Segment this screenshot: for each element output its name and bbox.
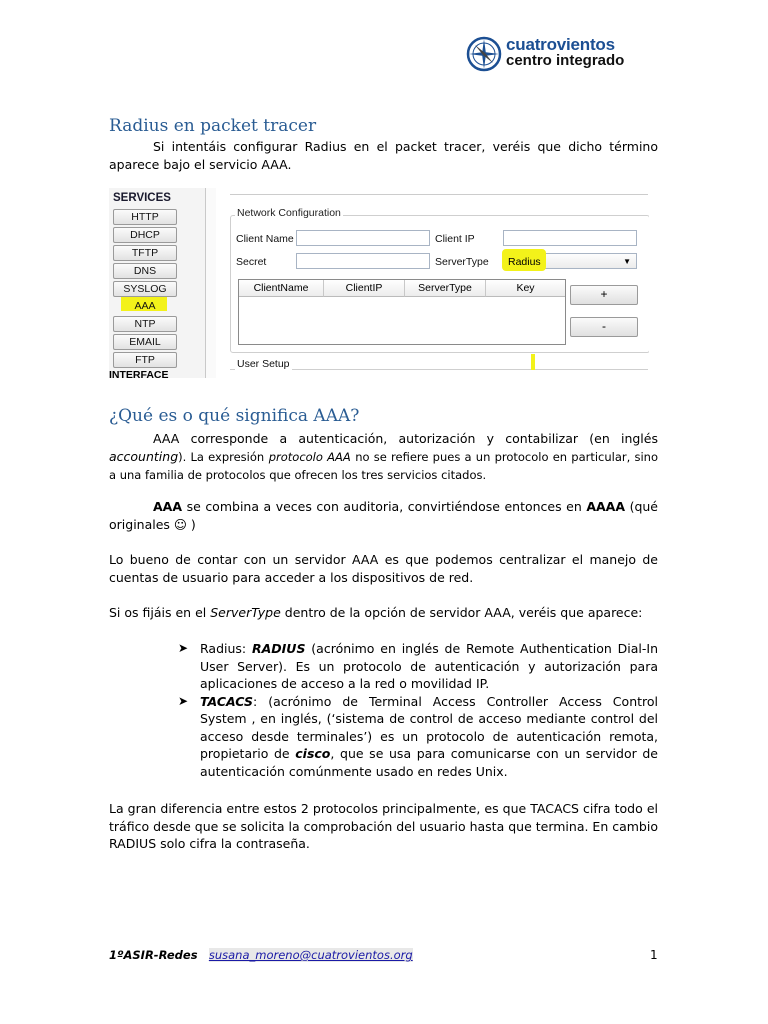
difference-paragraph: La gran diferencia entre estos 2 protocolos principalmente, es que TACACS cifra todo el tráfico desde que se solicita la comprobación del usuario hasta que termina. En cambio RADIUS solo cifra la contraseña. [109, 801, 658, 851]
list-item-radius: ➤ Radius: RADIUS (acrónimo en inglés de Remote Authentication Dial-In User Server). Es un protocolo de autenticación y autorización para aplicaciones de acceso a la red o movilidad IP. [178, 641, 658, 691]
section-title-radius: Radius en packet tracer [109, 116, 317, 136]
col-clientip: ClientIP [324, 280, 405, 297]
service-http[interactable]: HTTP [113, 209, 177, 225]
footer [109, 948, 413, 962]
services-title: SERVICES [113, 192, 171, 204]
list-item-tacacs: ➤ TACACS: (acrónimo de Terminal Access Controller Access Control System , en inglés, (‘sistema de control de acceso mediante control del acceso desde terminales’) es un protocolo de autenticación remota, propietario de cisco, que se usa para comunicarse con un servidor de autenticación comúnmente usado en redes Unix. [178, 693, 658, 779]
servertype-paragraph: Si os fijáis en el ServerType dentro de la opción de servidor AAA, veréis que aparece: [109, 605, 643, 620]
intro-paragraph: Si intentáis configurar Radius en el packet tracer, veréis que dicho término aparece bajo el servicio AAA. [109, 139, 658, 172]
add-client-button[interactable]: + [570, 285, 638, 305]
col-key: Key [486, 280, 565, 297]
logo-line1: cuatrovientos [506, 35, 615, 54]
services-panel [109, 188, 214, 378]
logo-line2: centro integrado [506, 52, 625, 69]
server-type-label: ServerType [435, 256, 489, 268]
logo [466, 36, 666, 76]
user-setup-group [230, 369, 648, 378]
top-divider [230, 188, 648, 195]
user-setup-label: User Setup [237, 358, 290, 370]
panel-separator [205, 188, 216, 378]
page-number: 1 [650, 948, 658, 962]
aaa-definition-paragraph: AAA corresponde a autenticación, autorización y contabilizar (en inglés accounting). La expresión protocolo AAA no se refiere pues a un protocolo en particular, sino a una familia de protocolos que ofrecen los tres servicios citados. [109, 431, 659, 482]
client-name-label: Client Name [236, 233, 294, 245]
secret-input[interactable] [296, 253, 430, 269]
service-aaa[interactable]: AAA [134, 300, 156, 312]
server-type-value: Radius [508, 256, 541, 268]
service-dns[interactable]: DNS [113, 263, 177, 279]
section-title-aaa: ¿Qué es o qué significa AAA? [109, 406, 360, 426]
arrow-bullet-icon: ➤ [178, 641, 189, 655]
client-ip-label: Client IP [435, 233, 475, 245]
secret-label: Secret [236, 256, 267, 268]
service-tftp[interactable]: TFTP [113, 245, 177, 261]
client-name-input[interactable] [296, 230, 430, 246]
packet-tracer-screenshot [109, 188, 649, 378]
arrow-bullet-icon: ➤ [178, 693, 189, 708]
footer-email-link[interactable]: susana_moreno@cuatrovientos.org [208, 948, 413, 962]
aaaa-paragraph: AAA se combina a veces con auditoria, convirtiéndose entonces en AAAA (qué originales ☺ ) [109, 499, 659, 532]
interface-label: INTERFACE [109, 369, 169, 378]
service-syslog[interactable]: SYSLOG [113, 281, 177, 297]
central-server-paragraph: Lo bueno de contar con un servidor AAA es que podemos centralizar el manejo de cuentas de usuario para acceder a los dispositivos de red. [109, 552, 658, 585]
service-ftp[interactable]: FTP [113, 352, 177, 368]
remove-client-button[interactable]: - [570, 317, 638, 337]
footer-course: 1ºASIR-Redes [109, 948, 198, 962]
client-ip-input[interactable] [503, 230, 637, 246]
cursor-highlight [531, 354, 535, 370]
service-ntp[interactable]: NTP [113, 316, 177, 332]
clients-table [238, 279, 566, 345]
service-email[interactable]: EMAIL [113, 334, 177, 350]
service-dhcp[interactable]: DHCP [113, 227, 177, 243]
col-clientname: ClientName [239, 280, 324, 297]
compass-rose-icon [466, 36, 502, 72]
server-type-select[interactable] [503, 253, 637, 269]
col-servertype: ServerType [405, 280, 486, 297]
chevron-down-icon: ▼ [623, 257, 631, 266]
protocol-list [176, 640, 658, 780]
network-configuration-title: Network Configuration [237, 207, 341, 219]
